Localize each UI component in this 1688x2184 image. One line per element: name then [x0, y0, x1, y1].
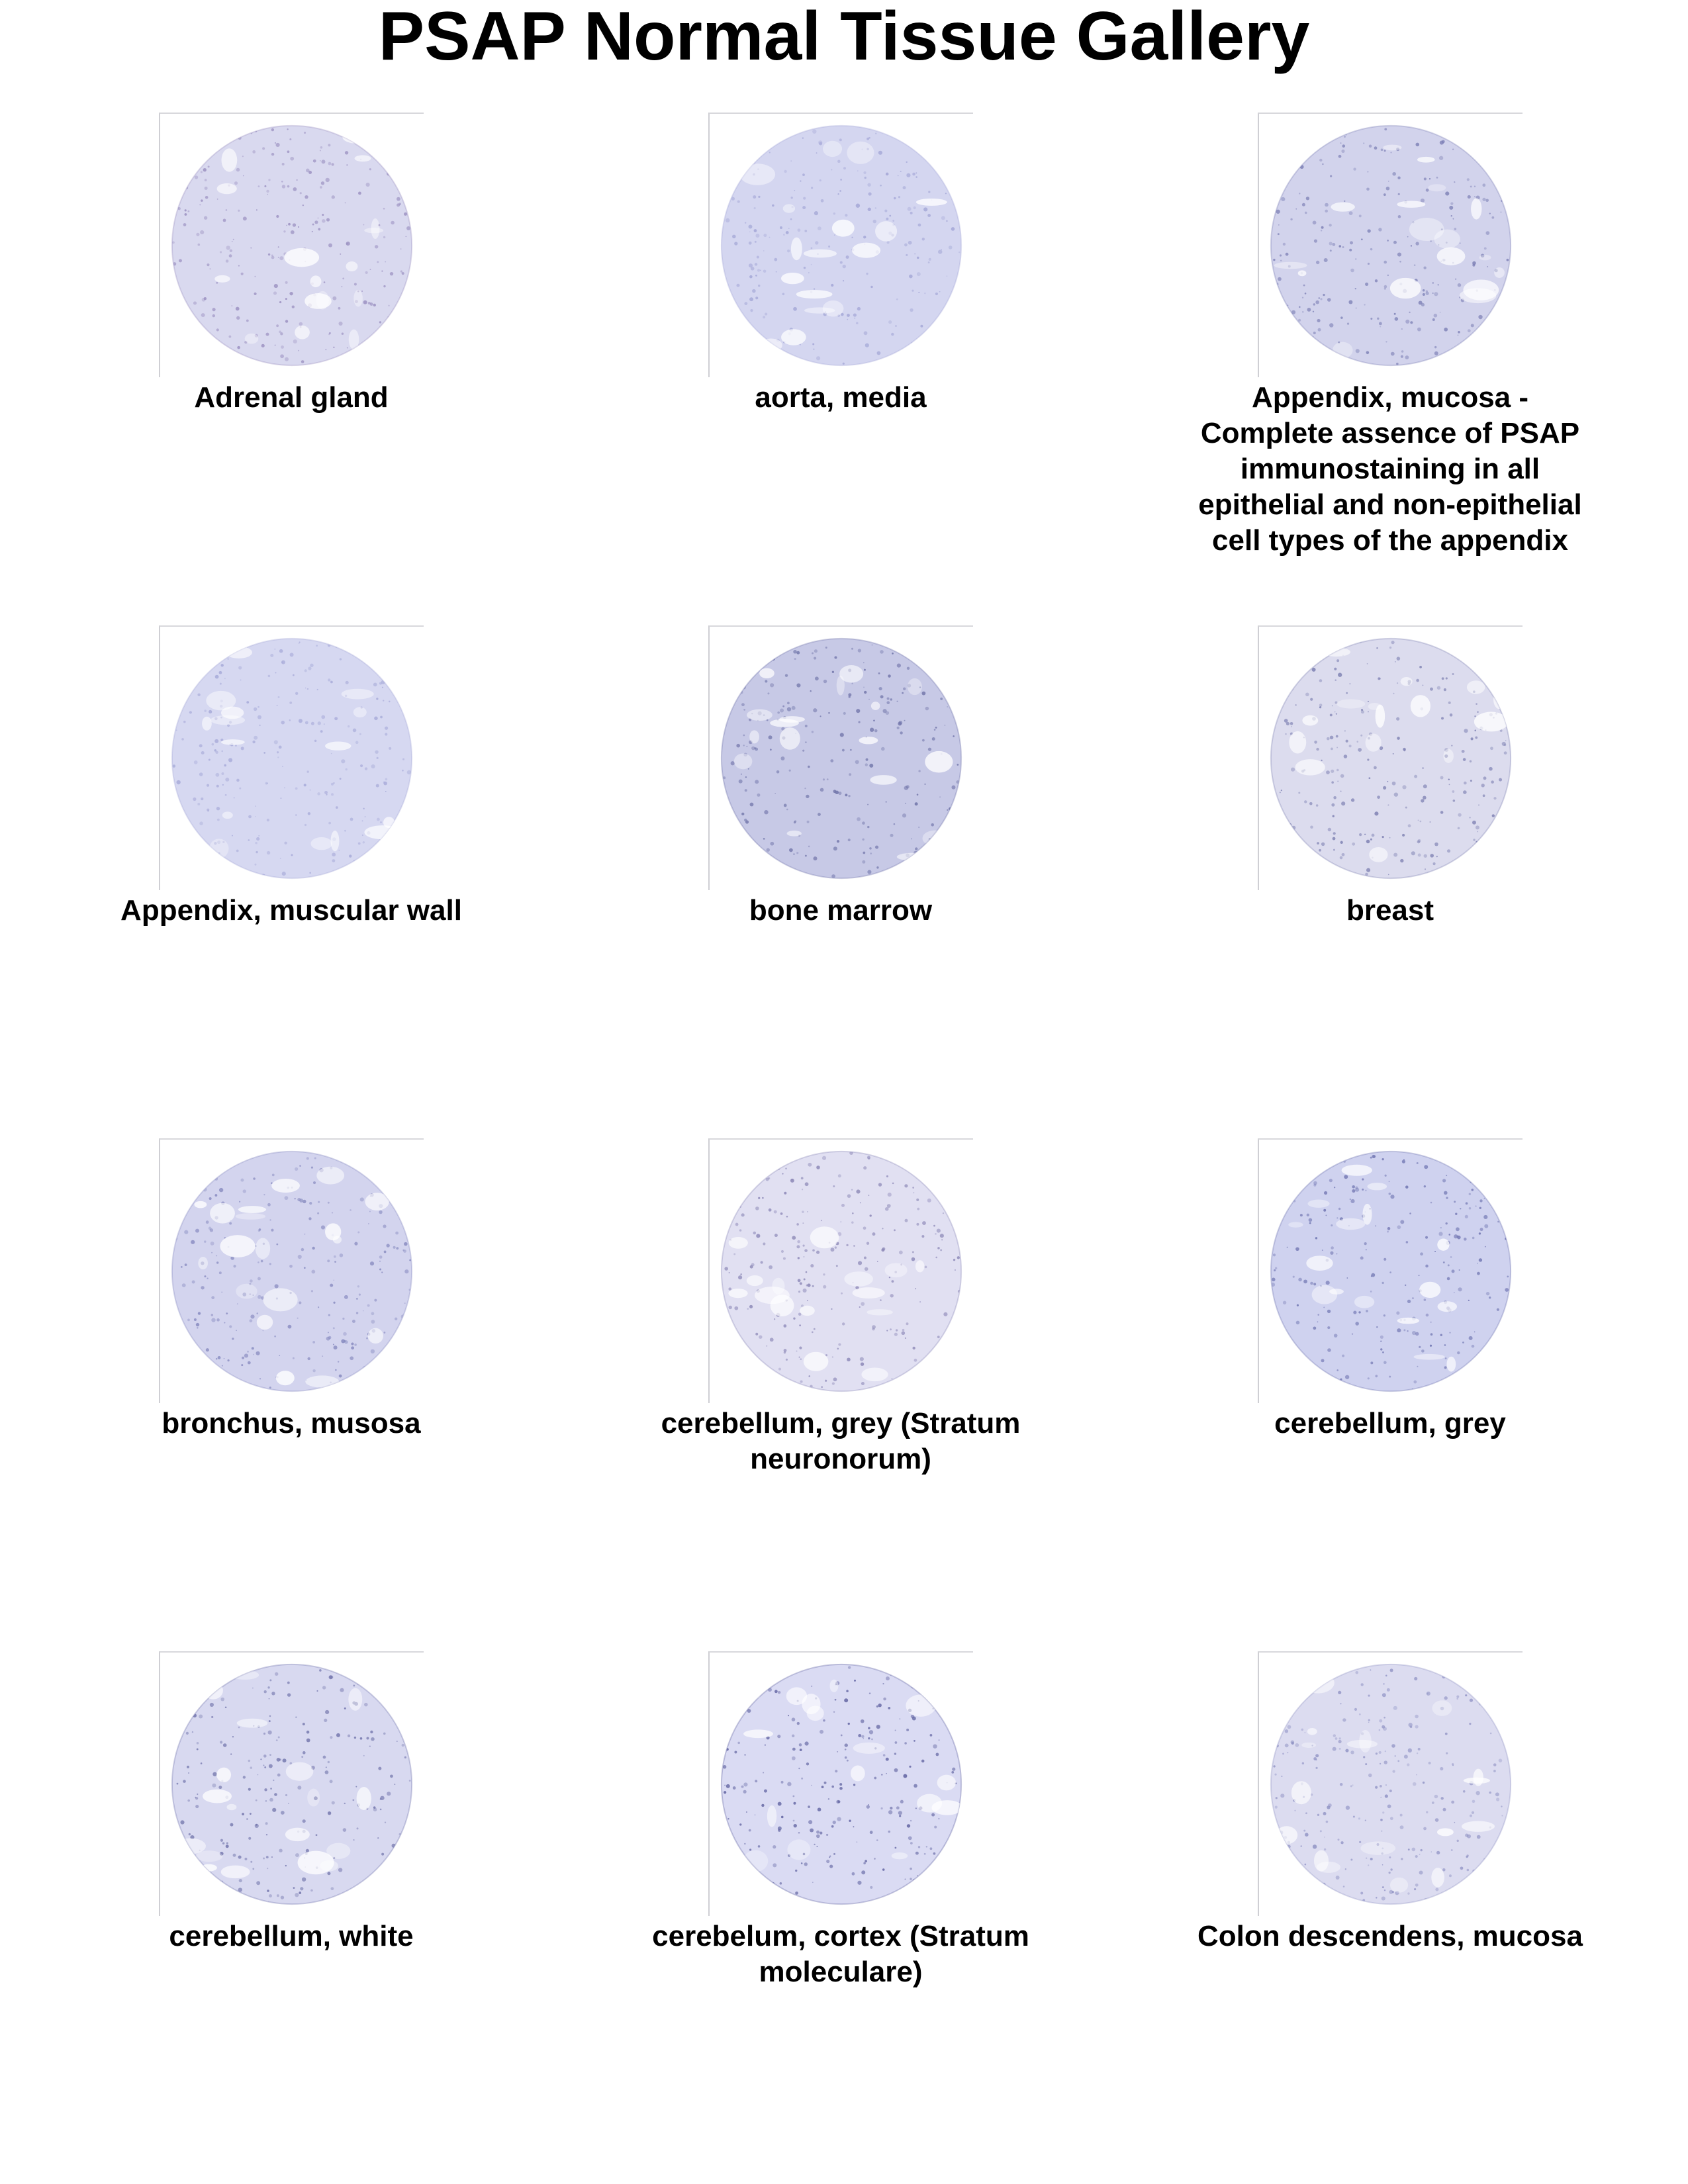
tissue-core-drawing [1259, 1140, 1523, 1403]
tissue-core-drawing [160, 627, 424, 890]
tissue-caption: cerebelum, cortex (Stratum moleculare) [652, 1920, 1029, 1988]
page-title: PSAP Normal Tissue Gallery [378, 0, 1310, 75]
tissue-core-image[interactable] [1258, 625, 1523, 890]
tissue-core-image[interactable] [708, 625, 973, 890]
tissue-core-disc [722, 126, 961, 365]
tissue-caption: bone marrow [749, 894, 933, 927]
tissue-core-disc [1271, 639, 1511, 878]
tissue-core-drawing [710, 114, 973, 377]
tissue-core-image[interactable] [159, 625, 424, 890]
tissue-core-disc [1271, 1152, 1511, 1391]
tissue-core-drawing [160, 1653, 424, 1916]
tissue-core-drawing [1259, 114, 1523, 377]
tissue-core-drawing [1259, 1653, 1523, 1916]
tissue-core-drawing [160, 1140, 424, 1403]
tissue-core-disc [172, 639, 412, 878]
tissue-core-disc [722, 1152, 961, 1391]
tissue-core-image[interactable] [159, 1651, 424, 1916]
tissue-core-image[interactable] [708, 1651, 973, 1916]
tissue-core-drawing [160, 114, 424, 377]
tissue-core-image[interactable] [1258, 1138, 1523, 1403]
tissue-caption: Appendix, muscular wall [120, 894, 462, 927]
tissue-core-drawing [710, 1653, 973, 1916]
tissue-core-image[interactable] [1258, 113, 1523, 377]
tissue-caption: cerebellum, grey [1274, 1407, 1506, 1439]
tissue-caption: Adrenal gland [194, 381, 389, 414]
tissue-caption: aorta, media [755, 381, 927, 414]
tissue-caption: cerebellum, white [169, 1920, 414, 1952]
tissue-caption: Colon descendens, mucosa [1197, 1920, 1583, 1952]
tissue-caption: bronchus, musosa [162, 1407, 421, 1439]
tissue-core-image[interactable] [708, 113, 973, 377]
tissue-core-disc [1271, 126, 1511, 365]
tissue-core-image[interactable] [159, 1138, 424, 1403]
tissue-caption: Appendix, mucosa - Complete assence of PSAP immunostaining in all epithelial and non-epithelial cell types of the appendix [1198, 381, 1582, 557]
tissue-caption: cerebellum, grey (Stratum neuronorum) [661, 1407, 1021, 1475]
tissue-core-image[interactable] [1258, 1651, 1523, 1916]
tissue-core-image[interactable] [708, 1138, 973, 1403]
tissue-core-drawing [710, 627, 973, 890]
tissue-core-drawing [710, 1140, 973, 1403]
tissue-core-image[interactable] [159, 113, 424, 377]
tissue-core-drawing [1259, 627, 1523, 890]
tissue-caption: breast [1346, 894, 1434, 927]
